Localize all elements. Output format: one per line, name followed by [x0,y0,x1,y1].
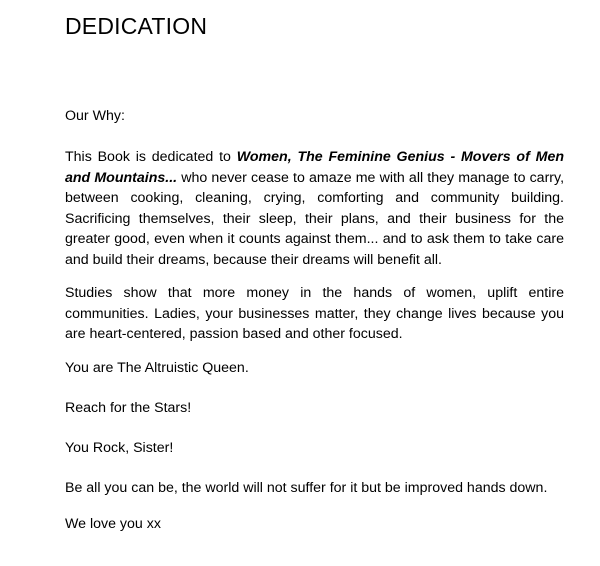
our-why-heading: Our Why: [65,108,125,124]
dedication-emphasis-women: Women [236,149,288,165]
dedication-rest: who never cease to amaze me with all they manage to carry, between cooking, cleaning, crying, comforting and community building. Sacrificing themselves, their sleep, their plans, and their business for the greater good, even when it counts against them... and to ask them to take care and build their dreams, because their dreams will benefit all. [65,169,565,268]
we-love-you-line: We love you xx [65,516,161,532]
dedication-paragraph [65,147,564,271]
studies-paragraph: Studies show that more money in the hands of women, uplift entire communities. Ladies, your businesses matter, they change lives because you are heart-centered, passion based and other focused. [65,285,564,343]
dedication-emphasis-feminine-genius: The Feminine Genius - Movers of Men and Mountains... [65,149,564,186]
dedication-lead: This Book is dedicated to [65,149,237,165]
dedication-separator: , [287,149,298,165]
reach-stars-line: Reach for the Stars! [65,400,192,416]
page-title: DEDICATION [65,13,208,39]
you-rock-line: You Rock, Sister! [65,440,174,456]
altruistic-queen-line: You are The Altruistic Queen. [65,360,249,376]
be-all-line: Be all you can be, the world will not suffer for it but be improved hands down. [65,480,548,496]
